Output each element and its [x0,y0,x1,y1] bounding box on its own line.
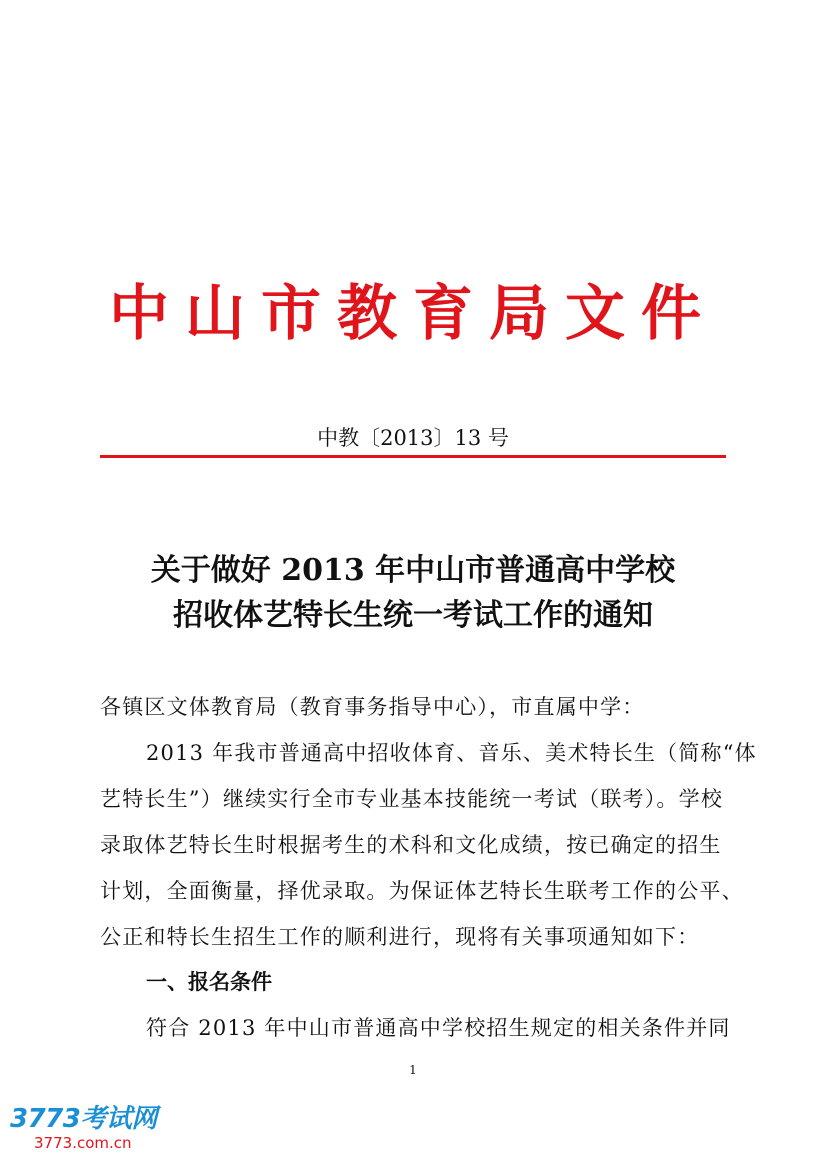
watermark-url-text: 3773.com.cn [34,1134,132,1152]
notice-title-line-1: 关于做好 2013 年中山市普通高中学校 [150,553,676,588]
section-heading: 一、报名条件 [146,970,272,994]
watermark-logo [10,1104,180,1164]
paragraph-line: 艺特长生”）继续实行全市专业基本技能统一考试（联考）。学校 [100,787,724,811]
watermark-main-text: 3773考试网 [10,1104,157,1134]
paragraph-line: 公正和特长生招生工作的顺利进行，现将有关事项通知如下： [100,925,700,949]
paragraph-line: 录取体艺特长生时根据考生的术科和文化成绩，按已确定的招生 [100,833,722,857]
paragraph-line: 2013 年我市普通高中招收体育、音乐、美术特长生（简称“体 [146,741,757,765]
salutation: 各镇区文体教育局（教育事务指导中心），市直属中学： [100,695,645,719]
page-number: 1 [409,1063,417,1077]
header-divider [100,455,726,458]
notice-title-line-2: 招收体艺特长生统一考试工作的通知 [173,598,653,633]
paragraph-line: 计划，全面衡量，择优录取。为保证体艺特长生联考工作的公平、 [100,879,744,903]
paragraph-line: 符合 2013 年中山市普通高中学校招生规定的相关条件并同 [146,1016,731,1040]
document-header-title: 中山市教育局文件 [109,279,717,349]
document-number: 中教〔2013〕13 号 [317,426,509,450]
